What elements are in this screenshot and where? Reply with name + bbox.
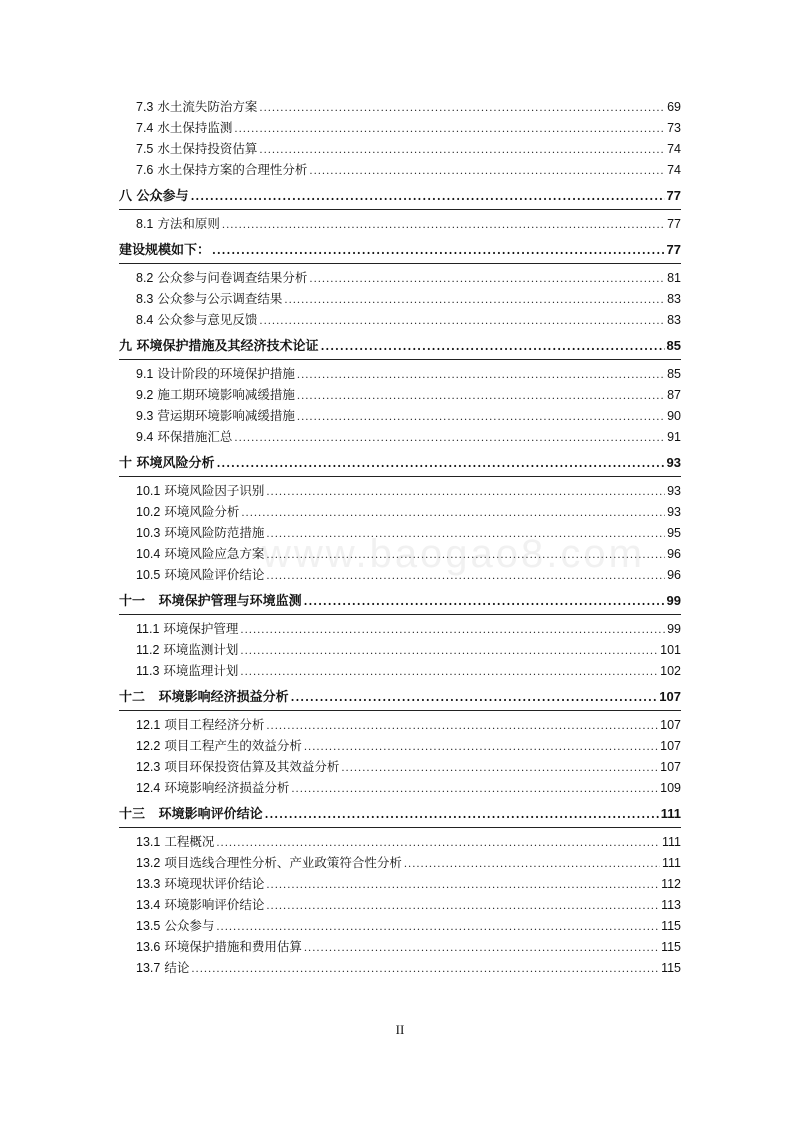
toc-entry-title: 环保措施汇总 xyxy=(157,429,233,444)
toc-entry-spacer xyxy=(145,807,159,822)
toc-entry-title: 环境监测计划 xyxy=(163,642,239,657)
toc-leader-dots xyxy=(266,897,659,912)
toc-entry-number: 13.4 xyxy=(136,898,161,912)
toc-entry-title: 环境影响经济损益分析 xyxy=(158,690,289,705)
toc-leader-dots xyxy=(304,738,658,753)
toc-entry-label xyxy=(136,160,307,178)
toc-entry-label xyxy=(136,619,238,637)
toc-section-entry[interactable] xyxy=(119,364,681,385)
toc-leader-dots xyxy=(234,120,665,135)
toc-entry-title: 建设规模如下： xyxy=(119,243,211,258)
toc-leader-dots xyxy=(212,243,665,258)
toc-entry-number: 13.3 xyxy=(136,877,161,891)
toc-entry-title: 公众参与意见反馈 xyxy=(157,312,258,327)
page-number: II xyxy=(395,1022,405,1037)
toc-entry-spacer xyxy=(145,594,159,609)
toc-section-entry[interactable] xyxy=(119,778,681,799)
toc-entry-title: 环境保护措施和费用估算 xyxy=(164,939,302,954)
toc-entry-label xyxy=(136,757,339,775)
toc-entry-label xyxy=(136,364,295,382)
toc-entry-number: 7.6 xyxy=(136,163,154,177)
toc-section-entry[interactable] xyxy=(119,289,681,310)
toc-entry-label xyxy=(136,565,264,583)
toc-entry-number: 7.3 xyxy=(136,100,154,114)
toc-section-entry[interactable] xyxy=(119,832,681,853)
toc-entry-number: 13.2 xyxy=(136,856,161,870)
toc-page-number: 115 xyxy=(661,919,681,933)
toc-page-number: 107 xyxy=(660,739,681,753)
toc-entry-label xyxy=(136,310,257,328)
toc-entry-label xyxy=(136,661,238,679)
toc-chapter-entry[interactable] xyxy=(119,803,681,827)
toc-leader-dots xyxy=(284,291,665,306)
toc-page-number: 95 xyxy=(667,526,681,540)
toc-leader-dots xyxy=(217,456,665,471)
toc-entry-number: 13.7 xyxy=(136,961,161,975)
toc-chapter-entry[interactable] xyxy=(119,452,681,476)
toc-entry-number: 9.3 xyxy=(136,409,154,423)
toc-leader-dots xyxy=(341,759,658,774)
toc-page-number: 90 xyxy=(667,409,681,423)
toc-page-number: 74 xyxy=(667,142,681,156)
toc-leader-dots xyxy=(241,504,665,519)
toc-entry-label xyxy=(136,958,189,976)
toc-entry-spacer xyxy=(145,690,159,705)
toc-section-entry[interactable] xyxy=(119,661,681,682)
toc-entry-number: 十 xyxy=(119,456,133,471)
toc-entry-label xyxy=(119,686,289,705)
toc-entry-title: 环境保护管理与环境监测 xyxy=(158,594,302,609)
toc-section-entry[interactable] xyxy=(119,853,681,874)
toc-leader-dots xyxy=(234,429,665,444)
toc-entry-number: 12.1 xyxy=(136,718,161,732)
toc-entry-title: 项目环保投资估算及其效益分析 xyxy=(164,759,340,774)
toc-entry-title: 水土保持监测 xyxy=(157,120,233,135)
toc-entry-number: 9.1 xyxy=(136,367,154,381)
toc-leader-dots xyxy=(259,312,665,327)
toc-entry-label xyxy=(119,185,189,204)
toc-entry-label xyxy=(136,937,302,955)
toc-page-number: 69 xyxy=(667,100,681,114)
toc-entry-number: 10.3 xyxy=(136,526,161,540)
toc-entry-title: 环境保护措施及其经济技术论证 xyxy=(136,339,319,354)
table-of-contents xyxy=(119,97,681,979)
toc-entry-label xyxy=(136,544,264,562)
toc-entry-label xyxy=(136,385,295,403)
toc-entry-number: 8.2 xyxy=(136,271,154,285)
toc-page-number: 107 xyxy=(659,689,681,704)
toc-entry-number: 13.1 xyxy=(136,835,161,849)
toc-entry-title: 环境影响评价结论 xyxy=(164,897,265,912)
toc-entry-title: 水土保持投资估算 xyxy=(157,141,258,156)
toc-leader-dots xyxy=(266,483,665,498)
toc-leader-dots xyxy=(404,855,660,870)
toc-entry-title: 环境保护管理 xyxy=(163,621,239,636)
toc-leader-dots xyxy=(216,834,660,849)
toc-section-entry[interactable] xyxy=(119,139,681,160)
toc-page-number: 93 xyxy=(667,505,681,519)
toc-entry-number: 10.5 xyxy=(136,568,161,582)
toc-section-entry[interactable] xyxy=(119,310,681,331)
toc-entry-title: 环境风险因子识别 xyxy=(164,483,265,498)
toc-leader-dots xyxy=(266,717,658,732)
toc-chapter-entry[interactable] xyxy=(119,185,681,209)
toc-entry-title: 项目选线合理性分析、产业政策符合性分析 xyxy=(164,855,402,870)
toc-leader-dots xyxy=(297,366,665,381)
toc-section-entry[interactable] xyxy=(119,937,681,958)
toc-entry-label xyxy=(136,427,232,445)
toc-leader-dots xyxy=(259,99,665,114)
toc-entry-label xyxy=(136,139,257,157)
toc-entry-label xyxy=(136,778,289,796)
toc-section-entry[interactable] xyxy=(119,895,681,916)
toc-entry-label xyxy=(119,803,263,822)
toc-page-number: 112 xyxy=(661,877,681,891)
toc-section-entry[interactable] xyxy=(119,523,681,544)
toc-page-number: 73 xyxy=(667,121,681,135)
toc-entry-title: 环境影响经济损益分析 xyxy=(164,780,290,795)
toc-entry-title: 结论 xyxy=(164,960,190,975)
toc-section-entry[interactable] xyxy=(119,268,681,289)
toc-entry-title: 环境风险分析 xyxy=(136,456,215,471)
toc-section-entry[interactable] xyxy=(119,916,681,937)
toc-page-number: 83 xyxy=(667,313,681,327)
toc-entry-label xyxy=(136,715,264,733)
toc-entry-title: 营运期环境影响减缓措施 xyxy=(157,408,295,423)
toc-entry-number: 11.2 xyxy=(136,643,160,657)
toc-page-number: 74 xyxy=(667,163,681,177)
toc-section-entry[interactable] xyxy=(119,544,681,565)
toc-section-entry[interactable] xyxy=(119,214,681,235)
toc-entry-title: 水土保持方案的合理性分析 xyxy=(157,162,308,177)
toc-page-number: 113 xyxy=(661,898,681,912)
toc-page-number: 77 xyxy=(666,242,681,257)
toc-entry-number: 12.3 xyxy=(136,760,161,774)
toc-page-number: 111 xyxy=(661,856,681,870)
toc-page-number: 102 xyxy=(660,664,681,678)
toc-entry-title: 设计阶段的环境保护措施 xyxy=(157,366,295,381)
toc-entry-title: 工程概况 xyxy=(164,834,215,849)
toc-entry-number: 10.1 xyxy=(136,484,161,498)
toc-section-entry[interactable] xyxy=(119,160,681,181)
toc-leader-dots xyxy=(291,690,658,705)
toc-entry-title: 环境监理计划 xyxy=(163,663,239,678)
toc-entry-title: 公众参与公示调查结果 xyxy=(157,291,283,306)
toc-chapter-entry[interactable] xyxy=(119,239,681,263)
toc-entry-label xyxy=(119,452,215,471)
toc-entry-label xyxy=(136,214,220,232)
toc-leader-dots xyxy=(309,270,665,285)
toc-entry-label xyxy=(119,590,302,609)
toc-entry-label xyxy=(136,916,214,934)
toc-section-entry[interactable] xyxy=(119,406,681,427)
watermark-text: www.baogao8.com xyxy=(262,532,645,576)
toc-entry-label xyxy=(119,239,210,258)
toc-entry-label xyxy=(136,502,239,520)
toc-leader-dots xyxy=(265,807,659,822)
toc-section-entry[interactable] xyxy=(119,565,681,586)
toc-leader-dots xyxy=(266,546,665,561)
toc-page-number: 99 xyxy=(667,622,681,636)
toc-entry-label xyxy=(136,895,264,913)
toc-entry-label xyxy=(119,335,319,354)
toc-leader-dots xyxy=(259,141,665,156)
toc-entry-number: 12.4 xyxy=(136,781,161,795)
toc-section-entry[interactable] xyxy=(119,502,681,523)
toc-entry-number: 十一 xyxy=(119,594,146,609)
toc-leader-dots xyxy=(304,939,659,954)
toc-leader-dots xyxy=(266,525,665,540)
toc-entry-number: 十三 xyxy=(119,807,146,822)
toc-chapter-entry[interactable] xyxy=(119,686,681,710)
toc-section-entry[interactable] xyxy=(119,97,681,118)
toc-entry-number: 7.4 xyxy=(136,121,154,135)
toc-chapter-entry[interactable] xyxy=(119,335,681,359)
toc-entry-number: 八 xyxy=(119,189,133,204)
toc-leader-dots xyxy=(291,780,658,795)
toc-entry-number: 9.2 xyxy=(136,388,154,402)
toc-entry-label xyxy=(136,268,307,286)
toc-page-number: 77 xyxy=(667,217,681,231)
toc-leader-dots xyxy=(297,408,665,423)
toc-page-number: 99 xyxy=(666,593,681,608)
toc-leader-dots xyxy=(216,918,659,933)
toc-entry-label xyxy=(136,289,282,307)
toc-entry-label xyxy=(136,523,264,541)
toc-leader-dots xyxy=(309,162,665,177)
toc-leader-dots xyxy=(321,339,665,354)
toc-entry-label xyxy=(136,736,302,754)
toc-section-entry[interactable] xyxy=(119,757,681,778)
toc-page-number: 81 xyxy=(667,271,681,285)
toc-entry-number: 九 xyxy=(119,339,133,354)
toc-entry-label xyxy=(136,97,257,115)
toc-section-entry[interactable] xyxy=(119,619,681,640)
toc-section-entry[interactable] xyxy=(119,736,681,757)
toc-entry-title: 环境风险防范措施 xyxy=(164,525,265,540)
toc-page-number: 85 xyxy=(666,338,681,353)
toc-entry-label xyxy=(136,118,232,136)
toc-entry-title: 公众参与 xyxy=(136,189,189,204)
toc-page-number: 83 xyxy=(667,292,681,306)
toc-page-number: 109 xyxy=(660,781,681,795)
toc-chapter-entry[interactable] xyxy=(119,590,681,614)
toc-entry-label xyxy=(136,406,295,424)
toc-entry-number: 十二 xyxy=(119,690,146,705)
toc-page-number: 77 xyxy=(666,188,681,203)
toc-page-number: 115 xyxy=(661,961,681,975)
toc-entry-label xyxy=(136,640,238,658)
toc-leader-dots xyxy=(297,387,665,402)
toc-entry-number: 8.1 xyxy=(136,217,154,231)
toc-entry-number: 7.5 xyxy=(136,142,154,156)
toc-section-entry[interactable] xyxy=(119,385,681,406)
toc-entry-number: 11.1 xyxy=(136,622,160,636)
toc-section-entry[interactable] xyxy=(119,874,681,895)
toc-leader-dots xyxy=(266,567,665,582)
toc-section-entry[interactable] xyxy=(119,640,681,661)
toc-page-number: 93 xyxy=(666,455,681,470)
toc-entry-title: 方法和原则 xyxy=(157,216,220,231)
toc-entry-title: 公众参与问卷调查结果分析 xyxy=(157,270,308,285)
toc-entry-title: 施工期环境影响减缓措施 xyxy=(157,387,295,402)
toc-entry-title: 环境风险评价结论 xyxy=(164,567,265,582)
toc-section-entry[interactable] xyxy=(119,427,681,448)
toc-entry-title: 环境风险应急方案 xyxy=(164,546,265,561)
toc-page-number: 101 xyxy=(660,643,681,657)
toc-entry-title: 项目工程经济分析 xyxy=(164,717,265,732)
toc-entry-title: 环境现状评价结论 xyxy=(164,876,265,891)
toc-page-number: 107 xyxy=(660,760,681,774)
toc-entry-title: 项目工程产生的效益分析 xyxy=(164,738,302,753)
toc-section-entry[interactable] xyxy=(119,481,681,502)
toc-entry-number: 12.2 xyxy=(136,739,161,753)
toc-page-number: 85 xyxy=(667,367,681,381)
toc-section-entry[interactable] xyxy=(119,118,681,139)
toc-entry-number: 13.5 xyxy=(136,919,161,933)
toc-entry-number: 13.6 xyxy=(136,940,161,954)
toc-entry-title: 水土流失防治方案 xyxy=(157,99,258,114)
toc-entry-number: 8.4 xyxy=(136,313,154,327)
toc-leader-dots xyxy=(266,876,659,891)
toc-leader-dots xyxy=(240,663,658,678)
toc-leader-dots xyxy=(304,594,665,609)
toc-page-number: 87 xyxy=(667,388,681,402)
toc-entry-number: 10.4 xyxy=(136,547,161,561)
toc-entry-label xyxy=(136,874,264,892)
toc-page-number: 91 xyxy=(667,430,681,444)
toc-entry-number: 11.3 xyxy=(136,664,160,678)
toc-entry-label xyxy=(136,481,264,499)
toc-leader-dots xyxy=(191,189,665,204)
toc-section-entry[interactable] xyxy=(119,958,681,979)
toc-section-entry[interactable] xyxy=(119,715,681,736)
toc-leader-dots xyxy=(191,960,659,975)
toc-entry-number: 8.3 xyxy=(136,292,154,306)
toc-leader-dots xyxy=(240,642,658,657)
toc-entry-title: 环境影响评价结论 xyxy=(158,807,263,822)
toc-entry-number: 9.4 xyxy=(136,430,154,444)
toc-page-number: 96 xyxy=(667,568,681,582)
toc-leader-dots xyxy=(240,621,665,636)
toc-entry-number: 10.2 xyxy=(136,505,161,519)
toc-page-number: 115 xyxy=(661,940,681,954)
toc-page-number: 111 xyxy=(661,835,681,849)
toc-page-number: 96 xyxy=(667,547,681,561)
toc-entry-label xyxy=(136,832,214,850)
toc-page-number: 93 xyxy=(667,484,681,498)
toc-entry-title: 公众参与 xyxy=(164,918,215,933)
toc-entry-label xyxy=(136,853,402,871)
toc-page-number: 107 xyxy=(660,718,681,732)
toc-entry-title: 环境风险分析 xyxy=(164,504,240,519)
toc-page-number: 111 xyxy=(660,806,681,821)
toc-leader-dots xyxy=(222,216,665,231)
